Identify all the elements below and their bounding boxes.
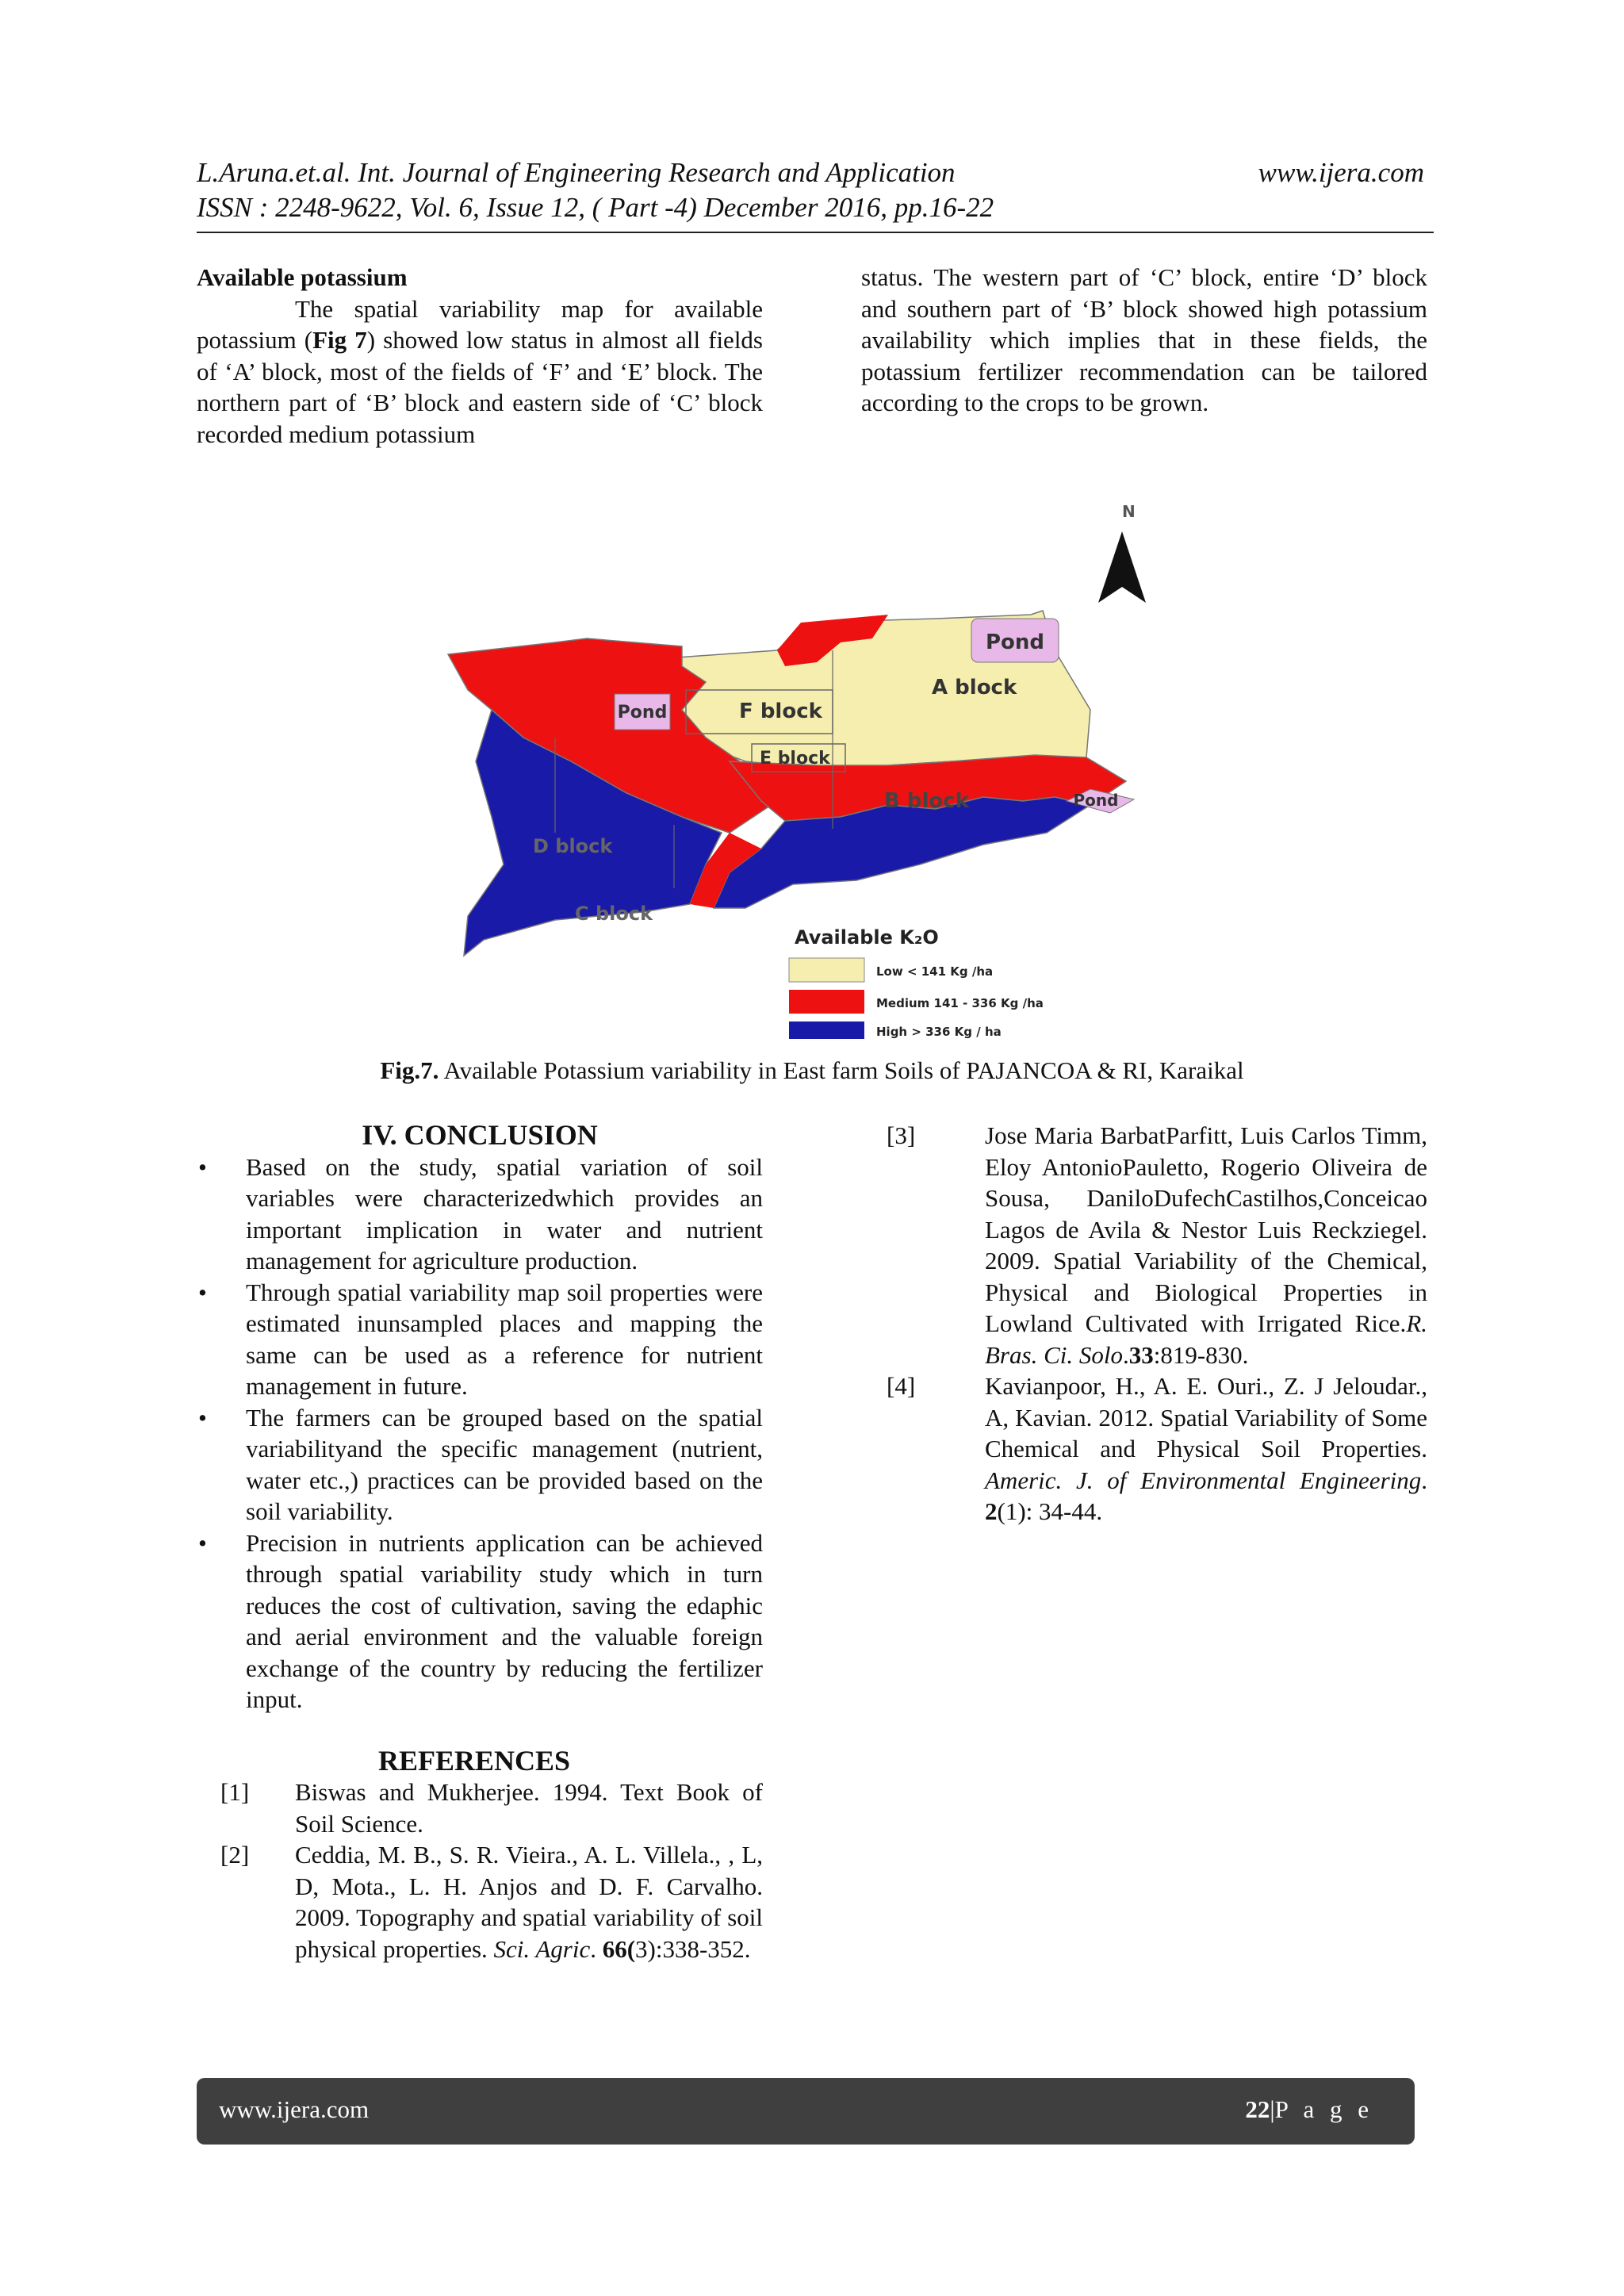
journal-website[interactable]: www.ijera.com (1258, 157, 1424, 188)
potassium-paragraph-continued: status. The western part of ‘C’ block, entire ‘D’ block and southern part of ‘B’ block showed high potassium availability which implies that in these fields, the potassium fertilizer recommendation can be tailored according to the crops to be grown. (861, 263, 1427, 416)
legend-swatch-high (789, 1022, 864, 1039)
potassium-section-right (861, 262, 1427, 419)
footer-website[interactable]: www.ijera.com (219, 2095, 370, 2123)
references-column-right (887, 1120, 1427, 1527)
potassium-map (444, 500, 1189, 1039)
legend-low: Low < 141 Kg /ha (876, 964, 994, 979)
reference-2: [2] Ceddia, M. B., S. R. Vieira., A. L. Villela., , L, D, Mota., L. H. Anjos and D. F. Carvalho. 2009. Topography and spatial variability of soil physical properties. Sci. Agric. 66(3):338-352. (220, 1841, 763, 1963)
b-block-label: B block (884, 789, 969, 813)
d-block-label: D block (533, 835, 613, 857)
conclusion-bullet: • The farmers can be grouped based on the spatial variabilityand the specific management (nutrient, water etc.,) practices can be provided based on the soil variability. (198, 1403, 763, 1525)
conclusion-bullet: • Through spatial variability map soil properties were estimated inunsampled places and mapping the same can be used as a reference for nutrient management in future. (198, 1278, 763, 1400)
legend-title: Available K₂O (795, 926, 939, 949)
conclusion-list (197, 1152, 763, 1715)
footer-page-number: 22|P a g e (1245, 2095, 1373, 2123)
figure-caption: Fig.7. Available Potassium variability in East farm Soils of PAJANCOA & RI, Karaikal (380, 1056, 1244, 1084)
references-title: REFERENCES (377, 1744, 571, 1777)
c-block-label: C block (575, 903, 653, 925)
north-label: N (1122, 502, 1136, 521)
legend-medium: Medium 141 - 336 Kg /ha (876, 996, 1044, 1010)
potassium-heading: Available potassium (197, 263, 408, 291)
legend-swatch-medium (789, 990, 864, 1014)
conclusion-column (197, 1120, 763, 1964)
reference-3: [3] Jose Maria BarbatParfitt, Luis Carlos Timm, Eloy AntonioPauletto, Rogerio Oliveira de Sousa, DaniloDufechCastilhos,Conceicao Lagos de Avila & Nestor Luis Reckziegel. 2009. Spatial Variability of the Chemical, Physical and Biological Properties in Lowland Cultivated with Irrigated Rice.R. Bras. Ci. Solo.33:819-830. (887, 1121, 1427, 1369)
page-footer (197, 2078, 1415, 2145)
pond-left-label: Pond (617, 703, 668, 723)
pond-right-label: Pond (1073, 791, 1119, 810)
north-arrow-icon (1098, 531, 1146, 603)
reference-1: [1] Biswas and Mukherjee. 1994. Text Book of Soil Science. (220, 1778, 763, 1838)
journal-issn: ISSN : 2248-9622, Vol. 6, Issue 12, ( Part -4) December 2016, pp.16-22 (197, 192, 994, 223)
high-zone-b-c-block (714, 797, 1090, 908)
potassium-section-left (197, 262, 763, 450)
conclusion-bullet: • Based on the study, spatial variation of soil variables were characterizedwhich provides an important implication in water and nutrient management for agriculture production. (198, 1152, 763, 1274)
pond-top-label: Pond (985, 631, 1045, 654)
potassium-paragraph: The spatial variability map for available potassium (Fig 7) showed low status in almost all fields of ‘A’ block, most of the fields of ‘F’ and ‘E’ block. The northern part of ‘B’ block and eastern side of ‘C’ block recorded medium potassium (197, 294, 763, 448)
header-rule (197, 232, 1434, 233)
legend-high: High > 336 Kg / ha (876, 1025, 1002, 1039)
conclusion-title: IV. CONCLUSION (362, 1119, 598, 1151)
f-block-label: F block (739, 700, 822, 723)
legend-swatch-low (789, 958, 864, 982)
journal-title: L.Aruna.et.al. Int. Journal of Engineering Research and Application (197, 157, 956, 188)
conclusion-bullet: • Precision in nutrients application can be achieved through spatial variability study which in turn reduces the cost of cultivation, saving the edaphic and aerial environment and the valuable foreign exchange of the country by reducing the fertilizer input. (198, 1528, 763, 1713)
reference-4: [4] Kavianpoor, H., A. E. Ouri., Z. J Jeloudar., A, Kavian. 2012. Spatial Variability of Some Chemical and Physical Soil Properties. Americ. J. of Environmental Engineering. 2(1): 34-44. (887, 1372, 1427, 1525)
potassium-map-figure (444, 500, 1189, 1039)
fig-7-ref: Fig 7 (312, 326, 367, 354)
e-block-label: E block (760, 749, 830, 769)
a-block-label: A block (932, 676, 1017, 700)
